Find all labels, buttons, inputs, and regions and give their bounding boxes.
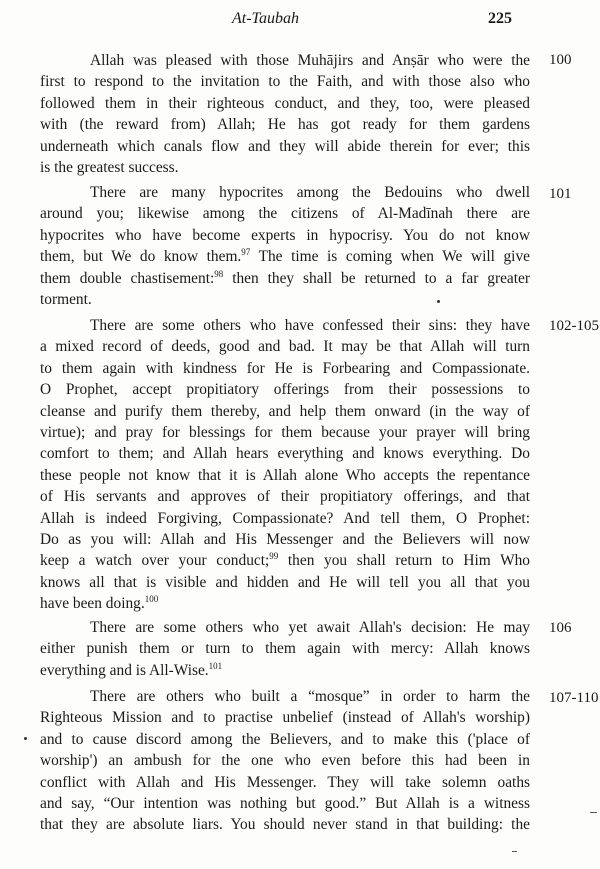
verse-ref-100: 100 [549,52,572,68]
footnote-99: 99 [269,551,279,562]
line: a mixed record of deeds, good and bad. It may be that Allah will turn [40,338,530,356]
line: of His servants and approves of their propitiatory offerings, and that [40,488,530,506]
paragraph-101 [40,182,530,310]
line: Do as you will: Allah and His Messenger and the Believers will now [40,531,530,549]
line: knows all that is visible and hidden and He will tell you all that you [40,573,530,591]
paragraph-100 [40,50,530,178]
running-title: At-Taubah [232,10,299,27]
line: that they are absolute liars. You should never stand in that building: the [40,816,530,834]
scan-mark [512,851,517,852]
footnote-100: 100 [144,594,159,605]
line: Allah is indeed Forgiving, Compassionate? And tell them, O Prophet: [40,509,530,527]
line: torment. [40,291,92,309]
line-part: then they shall be returned to a far greater [223,269,530,287]
line [40,246,530,267]
page-header [0,8,600,32]
paragraph-102-105 [40,315,530,615]
line [40,593,530,614]
line: There are some others who yet await Allah's decision: He may [90,619,530,636]
paragraph-106 [40,617,530,681]
line-part: them, but We do know them. [40,248,242,266]
line: Righteous Mission and to practise unbelief (instead of Allah's worship) [40,709,530,727]
line: with (the reward from) Allah; He has got ready for them gardens [40,116,530,134]
line [40,268,530,289]
line: There are many hypocrites among the Bedouins who dwell [90,184,530,201]
scan-mark [590,812,597,813]
scan-speck [24,737,27,740]
line: worship') an ambush for the one who even before this had been in [40,752,530,770]
line: underneath which canals flow and they will abide therein for ever; this [40,137,530,155]
line: followed them in their righteous conduct, and they, too, were pleased [40,94,530,112]
verse-ref-107-110: 107-110 [549,690,599,706]
verse-ref-101: 101 [549,186,572,202]
footnote-98: 98 [214,268,224,279]
line: virtue); and pray for blessings for them because your prayer will bring [40,424,530,442]
scan-speck [437,300,440,303]
line: first to respond to the invitation to the Faith, and with those also who [40,73,530,91]
line: cleanse and purify them thereby, and help them onward (in the way of [40,402,530,420]
line: comfort to them; and Allah hears everything and knows everything. Do [40,445,530,463]
line: either punish them or turn to them again with mercy: Allah knows [40,640,530,658]
line-part: them double chastisement: [40,269,215,287]
line: Allah was pleased with those Muhājirs and Anṣār who were the [90,52,530,69]
line: There are some others who have confessed their sins: they have [90,317,530,334]
line [40,660,530,681]
line: There are others who built a “mosque” in order to harm the [90,688,530,705]
line: these people not know that it is Allah alone Who accepts the repentance [40,466,530,484]
footnote-97: 97 [241,247,251,258]
line [40,550,530,571]
line-part: everything and is All-Wise. [40,661,209,679]
line: conflict with Allah and His Messenger. They will take solemn oaths [40,773,530,791]
line-part: then you shall return to Him Who [278,552,530,570]
line-part: The time is coming when We will give [250,248,530,266]
verse-ref-106: 106 [549,620,572,636]
line: and to cause discord among the Believers, and to make this ('place of [40,730,530,748]
footnote-101: 101 [208,660,223,671]
line: hypocrites who have become experts in hypocrisy. You do not know [40,226,530,244]
line-part: keep a watch over your conduct; [40,552,270,570]
line-part: have been doing. [40,595,145,613]
paragraph-107-110 [40,686,530,836]
line: around you; likewise among the citizens of Al-Madīnah there are [40,205,530,223]
line: is the greatest success. [40,159,179,177]
verse-ref-102-105: 102-105 [549,318,599,334]
line: O Prophet, accept propitiatory offerings from their possessions to [40,381,530,399]
page-number: 225 [488,10,512,27]
line: to them again with kindness for He is Forbearing and Compassionate. [40,359,530,377]
line: and say, “Our intention was nothing but good.” But Allah is a witness [40,795,530,813]
